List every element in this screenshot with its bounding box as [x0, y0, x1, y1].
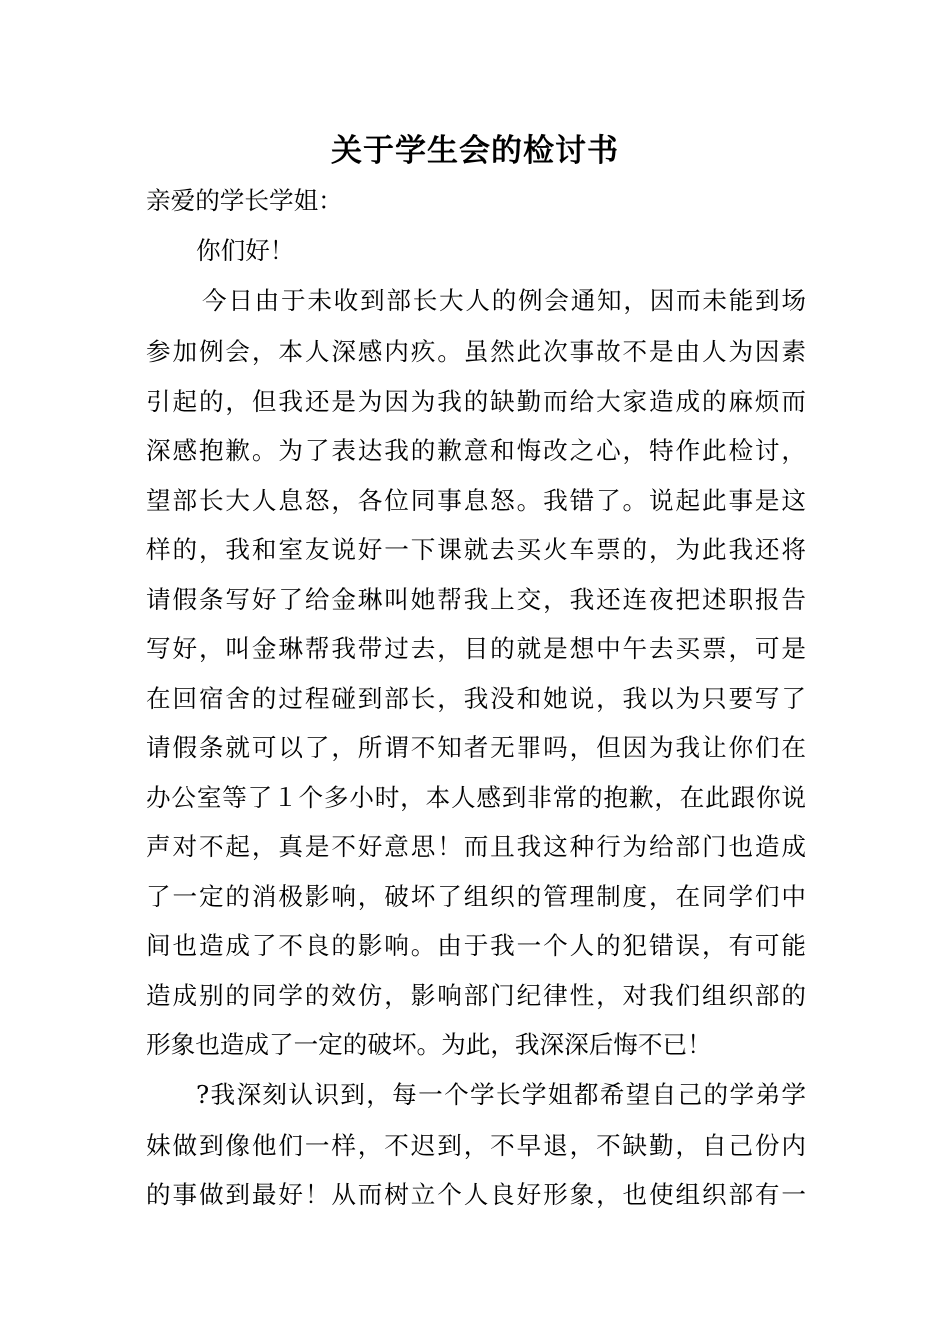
- body-line: ?我深刻认识到，每一个学长学姐都希望自己的学弟学: [196, 1080, 806, 1109]
- body-line: 在回宿舍的过程碰到部长，我没和她说，我以为只要写了: [146, 684, 806, 713]
- body-line: 间也造成了不良的影响。由于我一个人的犯错误，有可能: [146, 931, 806, 960]
- body-line: 了一定的消极影响，破坏了组织的管理制度，在同学们中: [146, 882, 806, 911]
- body-line: 造成别的同学的效仿，影响部门纪律性，对我们组织部的: [146, 981, 806, 1010]
- body-line: 样的，我和室友说好一下课就去买火车票的，为此我还将: [146, 535, 806, 564]
- greeting: 你们好！: [196, 236, 295, 265]
- document-title: 关于学生会的检讨书: [331, 133, 619, 169]
- body-line: 声对不起，真是不好意思！而且我这种行为给部门也造成: [146, 832, 806, 861]
- body-line: 办公室等了１个多小时，本人感到非常的抱歉，在此跟你说: [146, 783, 806, 812]
- body-line: 今日由于未收到部长大人的例会通知，因而未能到场: [202, 286, 806, 315]
- body-line: 望部长大人息怒，各位同事息怒。我错了。说起此事是这: [146, 486, 806, 515]
- salutation: 亲爱的学长学姐：: [146, 186, 343, 215]
- body-line: 请假条写好了给金琳叫她帮我上交，我还连夜把述职报告: [146, 585, 806, 614]
- body-line: 参加例会，本人深感内疚。虽然此次事故不是由人为因素: [146, 337, 806, 366]
- body-line: 的事做到最好！从而树立个人良好形象，也使组织部有一: [146, 1180, 806, 1209]
- body-line: 引起的，但我还是为因为我的缺勤而给大家造成的麻烦而: [146, 387, 806, 416]
- body-line: 深感抱歉。为了表达我的歉意和悔改之心，特作此检讨，: [146, 436, 806, 465]
- body-line: 形象也造成了一定的破坏。为此，我深深后悔不已！: [146, 1030, 712, 1059]
- body-line: 请假条就可以了，所谓不知者无罪吗，但因为我让你们在: [146, 733, 806, 762]
- body-line: 写好，叫金琳帮我带过去，目的就是想中午去买票，可是: [146, 634, 806, 663]
- body-line: 妹做到像他们一样，不迟到，不早退，不缺勤，自己份内: [146, 1131, 806, 1160]
